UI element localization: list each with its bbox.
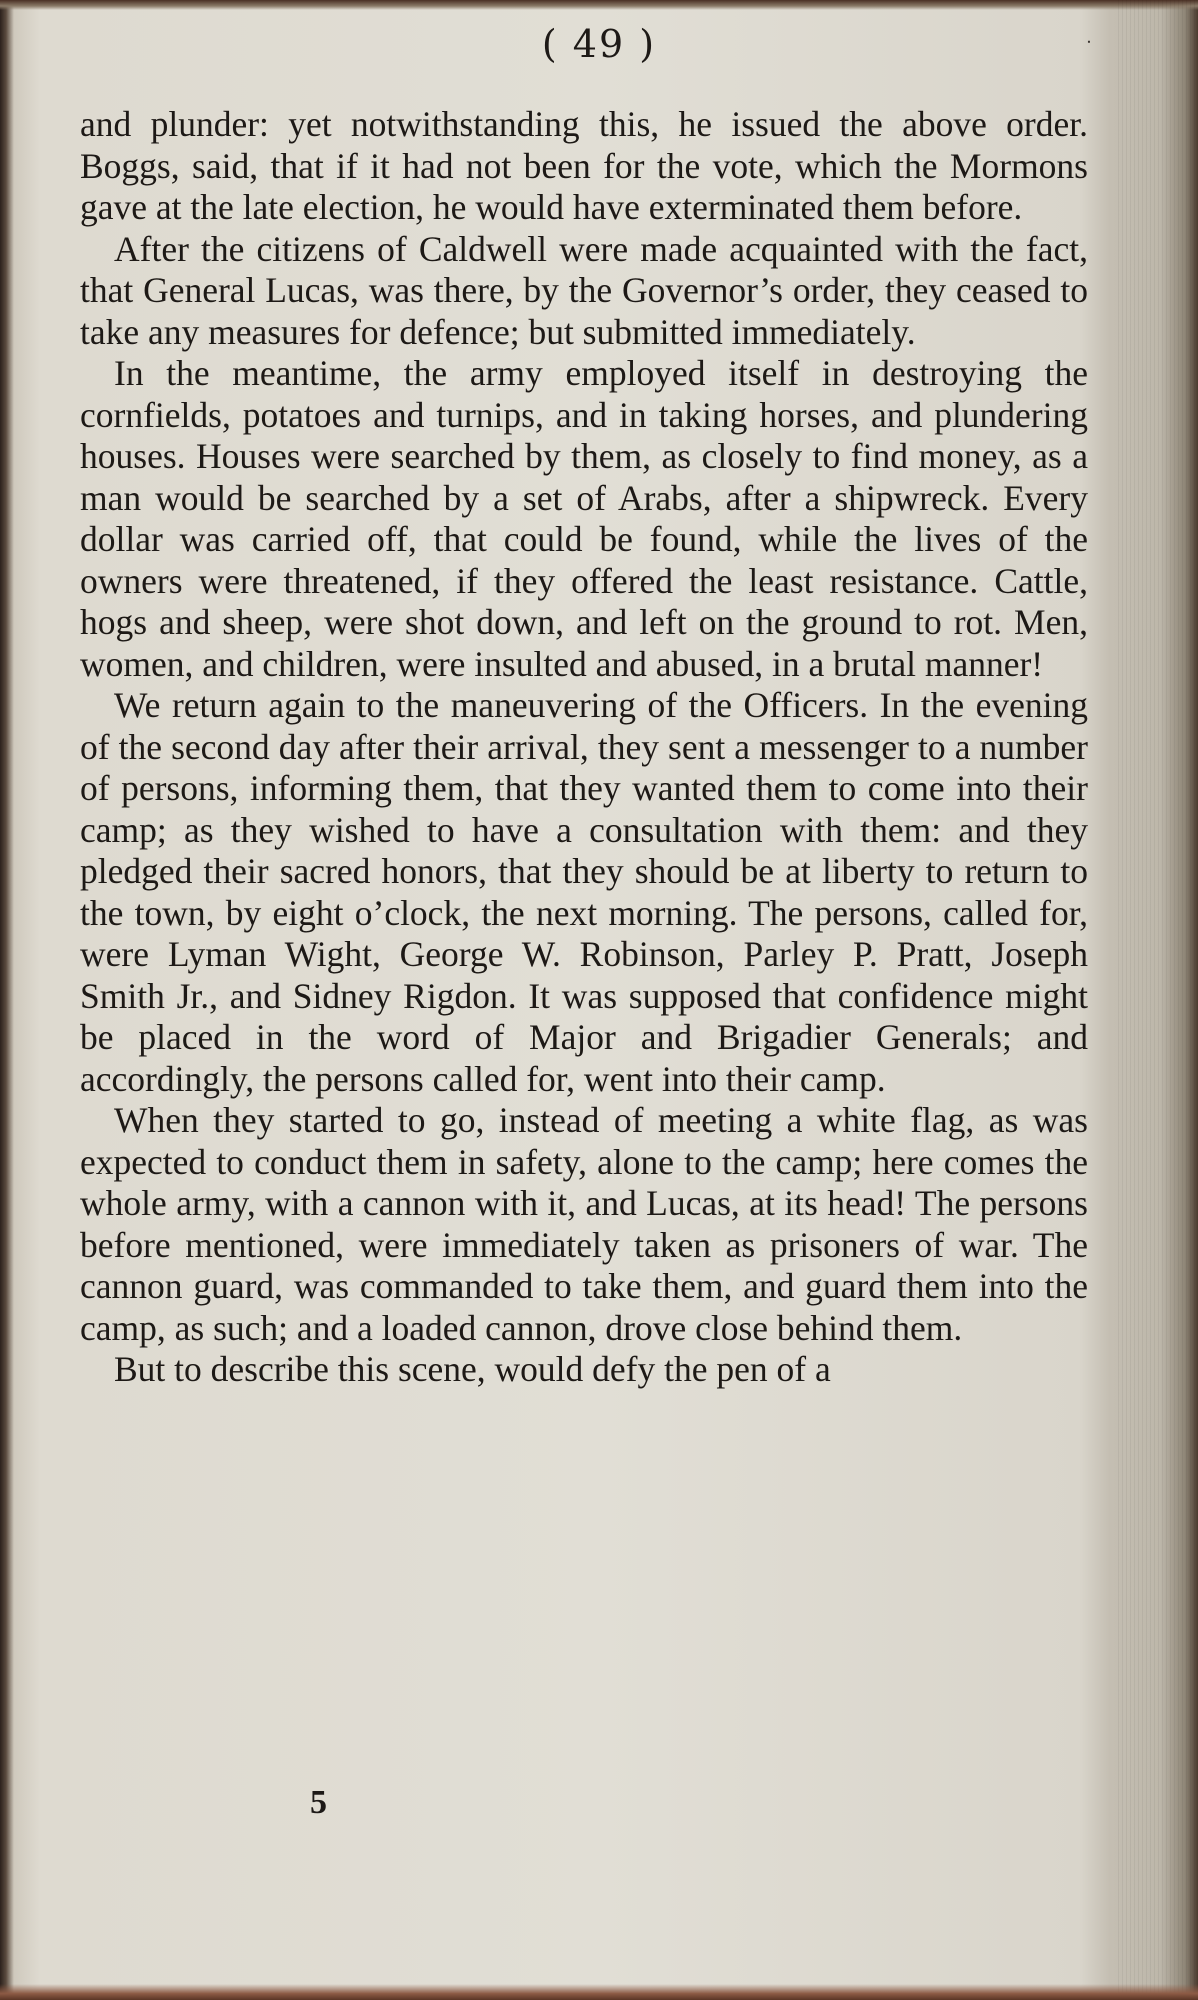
paragraph: When they started to go, instead of meeting a white flag, as was expected to conduct them in safety, alone to the camp; here comes the whole army, with a cannon with it, and Lucas, at its head! The persons before mentioned, were immediately taken as prisoners of war. The cannon guard, was commanded to take them, and guard them into the camp, as such; and a loaded cannon, drove close behind them. [80,1100,1088,1348]
signature-mark: 5 [310,1784,327,1821]
page-fore-edge [1118,0,1198,2000]
paragraph: In the meantime, the army employed itself in destroying the cornfields, potatoes and turnips, and in taking horses, and plundering houses. Houses were searched by them, as closely to find money, as a man would be searched by a set of Arabs, after a shipwreck. Every dollar was carried off, that could be found, while the lives of the owners were threatened, if they offered the least resistance. Cattle, hogs and sheep, were shot down, and left on the ground to rot. Men, women, and children, were insulted and abused, in a brutal manner! [80,353,1088,684]
corner-mark: ᐧ [1086,30,1092,54]
page-top-edge [0,0,1198,10]
body-text [80,104,1088,1391]
paragraph: But to describe this scene, would defy the pen of a [114,1349,831,1389]
paragraph: and plunder: yet notwithstanding this, he issued the above order. Boggs, said, that if it had not been for the vote, which the Mormons gave at the late election, he would have exterminated them before. [80,104,1088,227]
paragraph: We return again to the maneuvering of the Officers. In the evening of the second day after their arrival, they sent a messenger to a number of persons, informing them, that they wanted them to come into their camp; as they wished to have a consultation with them: and they pledged their sacred honors, that they should be at liberty to return to the town, by eight o’clock, the next morning. The persons, called for, were Lyman Wight, George W. Robinson, Parley P. Pratt, Joseph Smith Jr., and Sidney Rigdon. It was supposed that confidence might be placed in the word of Major and Brigadier Generals; and accordingly, the persons called for, went into their camp. [80,685,1088,1099]
page-number: ( 49 ) [541,22,657,66]
page-bottom-edge [0,1984,1198,2000]
paragraph: After the citizens of Caldwell were made acquainted with the fact, that General Lucas, was there, by the Governor’s order, they ceased to take any measures for defence; but submitted immediately. [80,228,1088,352]
